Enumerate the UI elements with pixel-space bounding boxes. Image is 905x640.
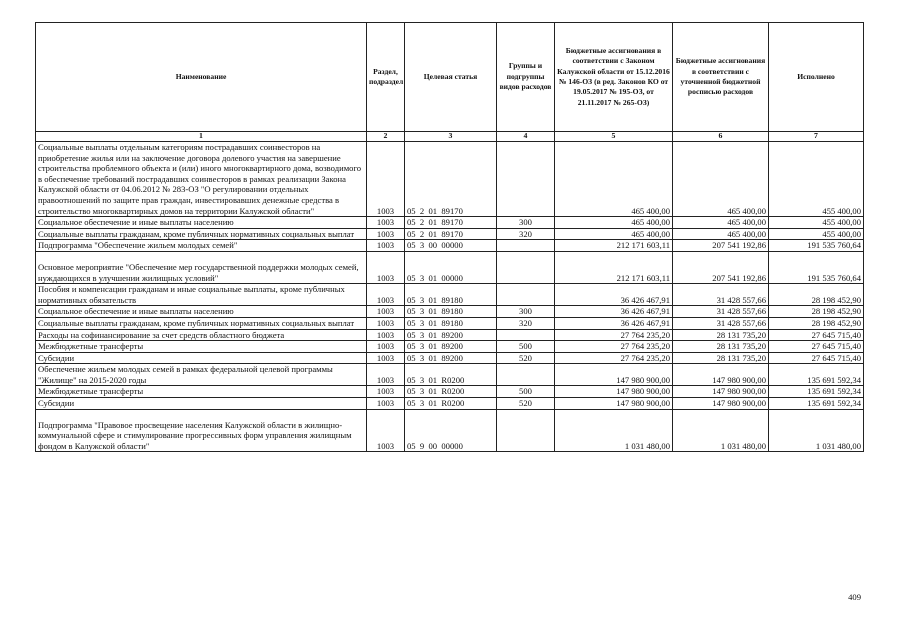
row-refined-amount: 207 541 192,86 <box>673 251 769 283</box>
col-number: 4 <box>497 132 555 142</box>
row-executed-amount: 455 400,00 <box>769 142 864 217</box>
row-executed-amount: 28 198 452,90 <box>769 317 864 329</box>
row-name: Межбюджетные трансферты <box>36 341 367 353</box>
row-name: Подпрограмма "Правовое просвещение населения Калужской области в жилищно-коммунальной сфере и стимулирование прогрессивных форм управления жилищным фондом в Калужской области" <box>36 409 367 452</box>
row-law-amount: 212 171 603,11 <box>555 251 673 283</box>
row-target-code: 05 3 01 00000 <box>405 251 497 283</box>
row-refined-amount: 31 428 557,66 <box>673 306 769 318</box>
table-row <box>36 217 864 229</box>
row-name: Субсидии <box>36 398 367 410</box>
row-group <box>497 142 555 217</box>
budget-table <box>35 22 864 452</box>
row-refined-amount: 147 980 900,00 <box>673 386 769 398</box>
row-law-amount: 36 426 467,91 <box>555 317 673 329</box>
col-number: 1 <box>36 132 367 142</box>
row-law-amount: 147 980 900,00 <box>555 386 673 398</box>
row-target-code: 05 3 01 89180 <box>405 317 497 329</box>
table-row <box>36 284 864 306</box>
column-numbers-row <box>36 132 864 142</box>
row-refined-amount: 31 428 557,66 <box>673 317 769 329</box>
row-target-code: 05 3 01 89200 <box>405 341 497 353</box>
row-target-code: 05 3 01 R0200 <box>405 364 497 386</box>
row-section: 1003 <box>367 228 405 240</box>
table-body <box>36 142 864 452</box>
row-name: Подпрограмма "Обеспечение жильем молодых семей" <box>36 240 367 252</box>
col-number: 2 <box>367 132 405 142</box>
row-name: Субсидии <box>36 352 367 364</box>
table-row <box>36 341 864 353</box>
table-row <box>36 409 864 452</box>
table-row <box>36 364 864 386</box>
row-executed-amount: 28 198 452,90 <box>769 284 864 306</box>
row-law-amount: 465 400,00 <box>555 142 673 217</box>
header-target: Целевая статья <box>405 23 497 132</box>
row-section: 1003 <box>367 341 405 353</box>
row-law-amount: 27 764 235,20 <box>555 352 673 364</box>
row-section: 1003 <box>367 398 405 410</box>
row-law-amount: 212 171 603,11 <box>555 240 673 252</box>
row-target-code: 05 3 01 R0200 <box>405 386 497 398</box>
row-law-amount: 36 426 467,91 <box>555 284 673 306</box>
row-refined-amount: 1 031 480,00 <box>673 409 769 452</box>
row-group: 320 <box>497 228 555 240</box>
row-section: 1003 <box>367 317 405 329</box>
row-executed-amount: 455 400,00 <box>769 217 864 229</box>
row-executed-amount: 27 645 715,40 <box>769 341 864 353</box>
row-target-code: 05 3 01 89180 <box>405 284 497 306</box>
row-refined-amount: 465 400,00 <box>673 228 769 240</box>
row-target-code: 05 3 00 00000 <box>405 240 497 252</box>
row-name: Основное мероприятие "Обеспечение мер государственной поддержки молодых семей, нуждающихся в улучшении жилищных условий" <box>36 251 367 283</box>
row-target-code: 05 3 01 89200 <box>405 352 497 364</box>
row-name: Расходы на софинансирование за счет средств областного бюджета <box>36 329 367 341</box>
header-section: Раздел, подраздел <box>367 23 405 132</box>
row-law-amount: 465 400,00 <box>555 217 673 229</box>
row-section: 1003 <box>367 142 405 217</box>
row-refined-amount: 28 131 735,20 <box>673 341 769 353</box>
row-group: 500 <box>497 386 555 398</box>
header-law: Бюджетные ассигнования в соответствии с Законом Калужской области от 15.12.2016 № 146-ОЗ (в ред. Законов КО от 19.05.2017 № 195-ОЗ, от 21.11.2017 № 265-ОЗ) <box>555 23 673 132</box>
row-group <box>497 240 555 252</box>
col-number: 6 <box>673 132 769 142</box>
row-law-amount: 465 400,00 <box>555 228 673 240</box>
row-target-code: 05 2 01 89170 <box>405 142 497 217</box>
row-group: 300 <box>497 306 555 318</box>
table-row <box>36 142 864 217</box>
row-law-amount: 147 980 900,00 <box>555 398 673 410</box>
table-row <box>36 240 864 252</box>
header-name: Наименование <box>36 23 367 132</box>
row-group: 320 <box>497 317 555 329</box>
row-section: 1003 <box>367 329 405 341</box>
row-target-code: 05 3 01 89200 <box>405 329 497 341</box>
row-name: Социальное обеспечение и иные выплаты населению <box>36 217 367 229</box>
row-section: 1003 <box>367 386 405 398</box>
row-refined-amount: 28 131 735,20 <box>673 352 769 364</box>
row-group <box>497 284 555 306</box>
row-section: 1003 <box>367 352 405 364</box>
row-group: 520 <box>497 398 555 410</box>
row-executed-amount: 27 645 715,40 <box>769 329 864 341</box>
row-section: 1003 <box>367 251 405 283</box>
header-executed: Исполнено <box>769 23 864 132</box>
row-law-amount: 27 764 235,20 <box>555 341 673 353</box>
row-executed-amount: 1 031 480,00 <box>769 409 864 452</box>
row-refined-amount: 465 400,00 <box>673 217 769 229</box>
col-number: 5 <box>555 132 673 142</box>
row-executed-amount: 28 198 452,90 <box>769 306 864 318</box>
table-row <box>36 306 864 318</box>
row-executed-amount: 455 400,00 <box>769 228 864 240</box>
row-executed-amount: 135 691 592,34 <box>769 398 864 410</box>
row-group: 520 <box>497 352 555 364</box>
row-executed-amount: 27 645 715,40 <box>769 352 864 364</box>
table-row <box>36 352 864 364</box>
table-row <box>36 386 864 398</box>
row-target-code: 05 9 00 00000 <box>405 409 497 452</box>
row-executed-amount: 135 691 592,34 <box>769 364 864 386</box>
row-name: Социальные выплаты отдельным категориям пострадавших соинвесторов на приобретение жилья или на заключение договора долевого участия на завершение строительства проблемного объекта и (или) иного многоквартирного дома, возводимого в обеспечение требований пострадавших соинвесторов в рамках реализации Закона Калужской области от 04.06.2012 № 283-ОЗ "О регулировании отдельных правоотношений по защите прав граждан, инвестировавших денежные средства в строительство многоквартирных домов на территории Калужской области" <box>36 142 367 217</box>
row-name: Социальные выплаты гражданам, кроме публичных нормативных социальных выплат <box>36 317 367 329</box>
row-executed-amount: 191 535 760,64 <box>769 240 864 252</box>
col-number: 3 <box>405 132 497 142</box>
row-executed-amount: 135 691 592,34 <box>769 386 864 398</box>
row-section: 1003 <box>367 240 405 252</box>
row-section: 1003 <box>367 284 405 306</box>
row-executed-amount: 191 535 760,64 <box>769 251 864 283</box>
row-law-amount: 27 764 235,20 <box>555 329 673 341</box>
row-section: 1003 <box>367 409 405 452</box>
table-row <box>36 398 864 410</box>
table-header <box>36 23 864 142</box>
row-section: 1003 <box>367 306 405 318</box>
row-name: Обеспечение жильем молодых семей в рамках федеральной целевой программы "Жилище" на 2015-2020 годы <box>36 364 367 386</box>
row-group <box>497 251 555 283</box>
row-refined-amount: 207 541 192,86 <box>673 240 769 252</box>
table-row <box>36 317 864 329</box>
row-group <box>497 364 555 386</box>
row-refined-amount: 31 428 557,66 <box>673 284 769 306</box>
row-target-code: 05 2 01 89170 <box>405 217 497 229</box>
row-name: Социальное обеспечение и иные выплаты населению <box>36 306 367 318</box>
row-target-code: 05 3 01 89180 <box>405 306 497 318</box>
header-refined: Бюджетные ассигнования в соответствии с уточненной бюджетной росписью расходов <box>673 23 769 132</box>
row-law-amount: 36 426 467,91 <box>555 306 673 318</box>
row-name: Социальные выплаты гражданам, кроме публичных нормативных социальных выплат <box>36 228 367 240</box>
row-section: 1003 <box>367 364 405 386</box>
row-refined-amount: 28 131 735,20 <box>673 329 769 341</box>
row-name: Пособия и компенсации гражданам и иные социальные выплаты, кроме публичных нормативных обязательств <box>36 284 367 306</box>
header-groups: Группы и подгруппы видов расходов <box>497 23 555 132</box>
row-refined-amount: 147 980 900,00 <box>673 364 769 386</box>
row-law-amount: 1 031 480,00 <box>555 409 673 452</box>
row-refined-amount: 465 400,00 <box>673 142 769 217</box>
row-group <box>497 329 555 341</box>
page-number: 409 <box>848 592 861 602</box>
row-section: 1003 <box>367 217 405 229</box>
row-target-code: 05 3 01 R0200 <box>405 398 497 410</box>
table-row <box>36 329 864 341</box>
col-number: 7 <box>769 132 864 142</box>
row-law-amount: 147 980 900,00 <box>555 364 673 386</box>
row-group <box>497 409 555 452</box>
row-name: Межбюджетные трансферты <box>36 386 367 398</box>
table-row <box>36 228 864 240</box>
row-group: 500 <box>497 341 555 353</box>
row-refined-amount: 147 980 900,00 <box>673 398 769 410</box>
row-group: 300 <box>497 217 555 229</box>
table-row <box>36 251 864 283</box>
row-target-code: 05 2 01 89170 <box>405 228 497 240</box>
